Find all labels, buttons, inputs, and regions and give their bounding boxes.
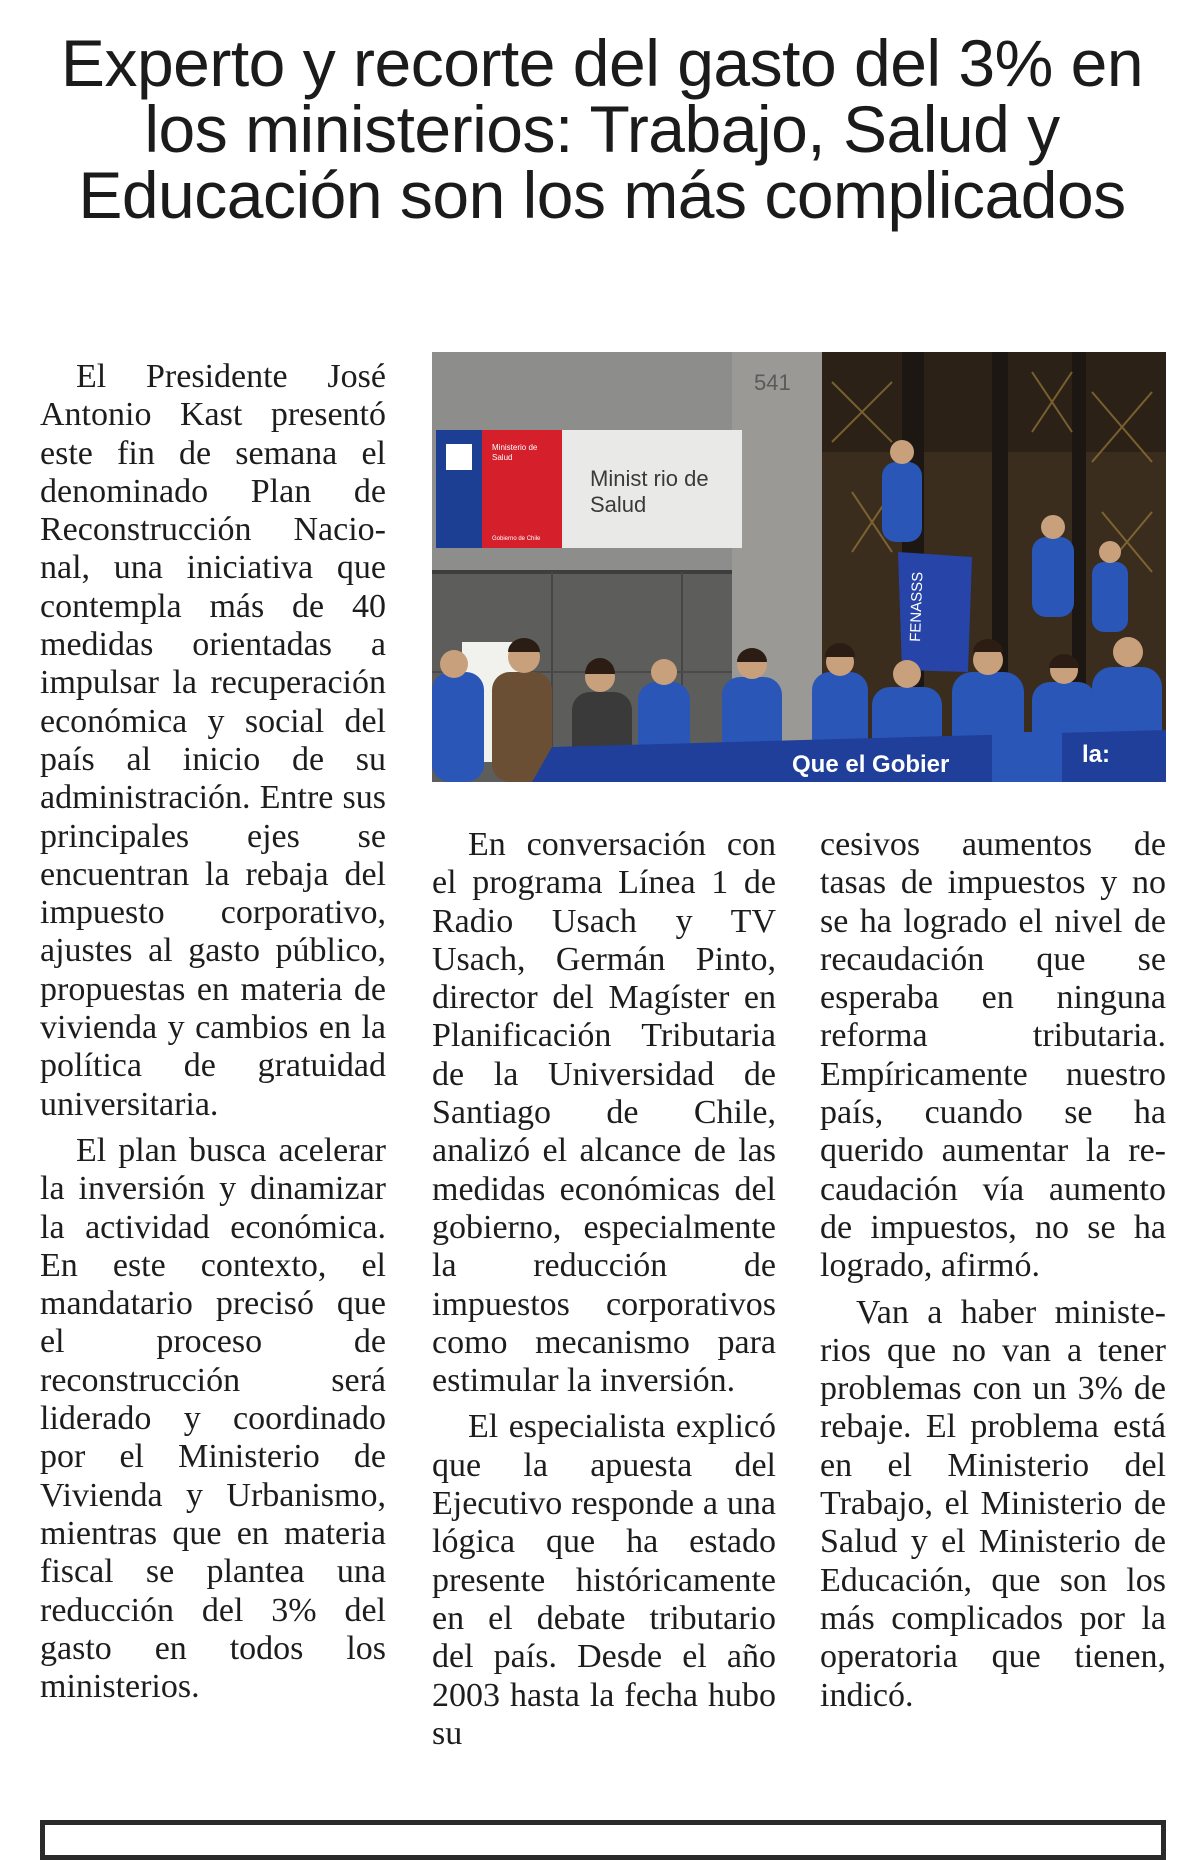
sign-line-1: Minist rio de	[590, 466, 709, 491]
paragraph: El especialista explicó que la apuesta del Ejecutivo responde a una lógica que ha estado presente históricamente en el debate tributario del país. Desde el año 2003 hasta la fecha hubo su	[432, 1408, 776, 1752]
bottom-frame	[40, 1820, 1166, 1860]
paragraph: El plan busca acelerar la inversión y dinamizar la actividad económica. En este contexto, el mandatario precisó que el proceso de reconstrucción será liderado y coordinado por el Ministerio de Vivienda y Urbanismo, mientras que en materia fiscal se plantea una reducción del 3% del gasto en todos los ministerios.	[40, 1131, 386, 1706]
logo-text-2: Salud	[492, 453, 513, 462]
flag-text: FENASSS	[907, 571, 927, 643]
paragraph: Van a haber ministerios que no van a tener problemas con un 3% de rebaje. El problema está en el Ministerio del Trabajo, el Ministerio de Salud y el Ministerio de Educación, que son los más complicados por la operatoria que tienen, indicó.	[820, 1293, 1166, 1714]
logo-text-1: Ministerio de	[492, 443, 538, 452]
article-column-2	[432, 826, 776, 1753]
article-column-3	[820, 826, 1166, 1715]
paragraph: En conversación con el programa Línea 1 de Radio Usach y TV Usach, Germán Pinto, director del Magíster en Planificación Tributaria de la Universidad de Santiago de Chile, analizó el alcance de las medidas económicas del gobierno, especialmente la reducción de impuestos corporativos como mecanismo para estimular la inversión.	[432, 826, 776, 1400]
banner-text: Que el Gobier	[792, 751, 950, 778]
news-photo	[432, 352, 1166, 782]
banner-text-2: la:	[1082, 741, 1111, 768]
sign-line-2: Salud	[590, 492, 647, 517]
logo-footer: Gobierno de Chile	[492, 536, 541, 542]
paragraph: El Presidente José Antonio Kast presentó este fin de semana el denominado Plan de Reconstrucción Nacional, una iniciativa que contempla más de 40 medidas orientadas a impulsar la recuperación económica y social del país al inicio de su administración. Entre sus principales ejes se encuentran la rebaja del impuesto corporativo, ajustes al gasto público, propuestas en materia de vivienda y cambios en la política de gratuidad universitaria.	[40, 358, 386, 1123]
building-number: 541	[754, 370, 791, 395]
headline: Experto y recorte del gasto del 3% en los ministerios: Trabajo, Salud y Educación son los más complicados	[60, 26, 1144, 232]
paragraph: cesivos aumentos de tasas de impuestos y no se ha logrado el nivel de recaudación que se esperaba en ninguna reforma tributaria. Empíricamente nuestro país, cuando se ha querido aumentar la recaudación vía aumento de impuestos, no se ha logrado, afirmó.	[820, 826, 1166, 1285]
article-column-1	[40, 358, 386, 1706]
